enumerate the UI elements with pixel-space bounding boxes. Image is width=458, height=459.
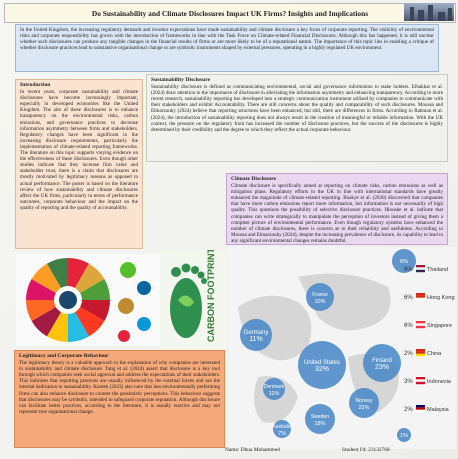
legend-country: Thailand xyxy=(427,267,449,273)
bubble-percent-label: 32% xyxy=(314,366,330,373)
legend-country: China xyxy=(427,351,442,357)
building-shape xyxy=(438,12,445,21)
intro-summary-box xyxy=(15,24,439,72)
malaysia-flag-icon xyxy=(416,405,425,412)
legitimacy-text: The legitimacy theory is a valuable approach to the explanation of why companies are interested in sustainability and climate disclosure. Tang et al. (2024) assert that disclosure is a key tool through which companies seek social approval and address the expectations of their stakeholders. This indicates that reporting practices are usually influenced by the external forces and not the internal dedication to sustainability. Kontek (2023) also note that less environmentally performing firms can also enhance disclosure to counter the pessimistic perceptions. This behaviour suggests that disclosures may be symbolic, intended to safeguard corporate reputation. Although disclosure can facilitate better practices, according to the literature, it is usually reactive and may not represent true organisational change. xyxy=(19,360,220,415)
climate-heading: Climate Disclosure xyxy=(231,176,277,182)
legend-country: Hong Kong xyxy=(427,295,455,301)
footprint-label: CARBON FOOTPRINT xyxy=(206,250,216,342)
bubble-country-label: Germany xyxy=(243,330,269,336)
building-shape xyxy=(410,7,414,21)
bubble-percent-label: 1% xyxy=(400,433,408,439)
legend-country: Indonesia xyxy=(427,379,451,385)
author-name: Name: Dhua Mohammed xyxy=(225,447,280,453)
bubble-percent-label: 11% xyxy=(268,391,280,397)
footprint-graphic xyxy=(160,250,226,350)
title-bar xyxy=(4,3,456,23)
legend-entry xyxy=(404,293,455,301)
legend-entry xyxy=(404,265,448,273)
bubble-percent-label: 18% xyxy=(314,421,326,427)
bubble-percent-label: 23% xyxy=(374,364,390,371)
building-shape xyxy=(448,8,452,21)
carbon-footprint-illustration xyxy=(160,250,226,350)
bubble-country-label: Sweden xyxy=(310,414,330,420)
legend-percent: 6% xyxy=(404,323,413,329)
legend-country: Malaysia xyxy=(427,407,449,413)
introduction-text: In recent years, corporate sustainability and climate disclosures have become increasingly important, especially in developed economies like the United Kingdom. The aim of these disclosures is to enhance transparency on the environmental risks, carbon emissions, and governance practices to decrease information asymmetry between firms and stakeholders. Regulatory changes have been significant in the increasing disclosure requirements, particularly the implementation of climate-related reporting frameworks. The literature on this topic supports varying evidence on the effectiveness of these disclosures. Even though other studies indicate that they increase firm value and stakeholder trust, there is a claim that disclosures are mostly motivated by legitimacy reasons as opposed to actual performance. The poster is based on the literature review of how sustainability and climate disclosures affect the UK firms, particularly in terms of performance outcomes, corporate behaviour and the impact on the quality of reporting and the quality of accountability. xyxy=(20,89,138,211)
bubble-map xyxy=(228,247,456,449)
climate-box xyxy=(226,173,448,245)
page-title: Do Sustainability and Climate Disclosures Impact UK Firms? Insights and Implications xyxy=(91,8,369,18)
bubble-country-label: France xyxy=(312,292,328,298)
bubble-percent-label: 10% xyxy=(314,299,326,305)
legend-percent: 2% xyxy=(404,351,413,357)
bubble-percent-label: 11% xyxy=(249,336,263,343)
sustainability-text: Sustainability disclosure is defined as communicating environmental, social and governance information to stake holders. Elbakkar et al. (2024) draw attention to the importance of disclosure in alleviating the information asymmetry and enhancing transparency. According to more recent research, sustainability reporting has developed into a strategic communication instrument utilised by companies to communicate with their stakeholders and exhibit Accountability. There are still concerns about the quality and comparability of such disclosures. Moussa and Elmarzouky (2024) believe that reporting structures have been enhanced, but still, there are differences in firms. According to Rahman et al. (2024), the introduction of sustainability reporting does not always result in the creation of meaningful or reliable information. With the UK context, the pressure on the regulatory front has increased the number of disclosure practices, but the success of the disclosures is highly determined by their credibility and the degree to which they reflect the actual corporate behaviour. xyxy=(151,84,443,133)
bubble-country-label: Finland xyxy=(372,358,392,364)
building-shape xyxy=(428,5,433,21)
legitimacy-box xyxy=(14,350,225,448)
country-bubble xyxy=(263,378,285,400)
bubble-country-label: Denmark xyxy=(263,384,285,390)
thailand-flag-icon xyxy=(416,265,425,272)
legend-percent: 6% xyxy=(404,295,413,301)
legend-entry xyxy=(404,349,442,357)
country-bubble xyxy=(349,388,379,418)
bubble-country-label: Norway xyxy=(355,398,373,404)
country-bubble xyxy=(306,283,334,311)
legend-percent: 6% xyxy=(404,267,413,273)
sustainability-box xyxy=(146,74,448,162)
china-flag-icon xyxy=(416,349,425,356)
intro-summary-text: In the United Kingdom, the increasing regulatory demands and investor expectations have made sustainability and climate disclosure a key focus of corporate reporting. The visibility of environmental risks and corporate responsibility has grown with the introduction of frameworks in line with the Task Force on Climate-related Financial Disclosures. Although this has happened, it is still unclear whether such disclosures can produce any tangible changes in the financial results of firms or are more likely to be of a reputational nature. The importance of this topic lies in enabling a critique of whether disclosure practices lead to substantive organisational change or are symbolic instruments shaped by external pressures, operating in a highly regulated UK environment. xyxy=(20,27,434,52)
building-shape xyxy=(418,10,424,21)
country-bubble xyxy=(240,319,272,351)
country-bubble xyxy=(298,341,346,389)
sdg-wheel xyxy=(26,258,110,342)
legend-entry xyxy=(404,321,452,329)
bubble-country-label: United States xyxy=(303,360,341,366)
bubble-country-label: Australia xyxy=(272,424,292,430)
country-bubble xyxy=(305,404,335,434)
country-bubble xyxy=(397,428,411,442)
legend-entry xyxy=(404,377,452,385)
hongkong-flag-icon xyxy=(416,293,425,300)
city-photo xyxy=(404,3,454,21)
sdg-wheel-illustration xyxy=(16,254,160,346)
country-bubble xyxy=(363,344,401,382)
climate-text: Climate disclosure is specifically aimed at reporting on climate risks, carbon emissions as well as mitigation plans. Regulatory efforts in the UK in line with international standards have greatly enhanced the magnitude of climate-related reporting. Boakye et al. (2020) discovered that companies that have more carbon emissions report more information, but information is not necessarily of high quality. This questions the possibility of selective disclosure practices. Hlouske et al. indicate that companies can write strategically to manipulate the perception of investors instead of giving them a complete picture of environmental performance. Even though regulatory systems have enhanced the number of climate disclosures, there is concern as to their reliability and usefulness. According to Moussa and Elmarzouky (2024), despite the increasing prevalence of disclosure, its capability to lead to any significant environmental changes remains doubtful. xyxy=(231,183,443,244)
legend-country: Singapore xyxy=(427,323,453,329)
bubble-percent-label: 22% xyxy=(358,405,370,411)
indonesia-flag-icon xyxy=(416,377,425,384)
singapore-flag-icon xyxy=(416,321,425,328)
bubble-percent-label: 7% xyxy=(278,431,286,437)
legend-percent: 2% xyxy=(404,407,413,413)
introduction-heading: Introduction xyxy=(20,82,51,88)
sustainability-heading: Sustainability Disclosure xyxy=(151,77,211,83)
student-id: Student I'd: 23132768 xyxy=(342,447,390,453)
legitimacy-heading: Legitimacy and Corporate Behaviour xyxy=(19,353,109,359)
bubble-percent-label: 6% xyxy=(400,259,408,265)
introduction-box xyxy=(15,79,143,249)
legend-entry xyxy=(404,405,450,413)
legend-percent: 3% xyxy=(404,379,413,385)
